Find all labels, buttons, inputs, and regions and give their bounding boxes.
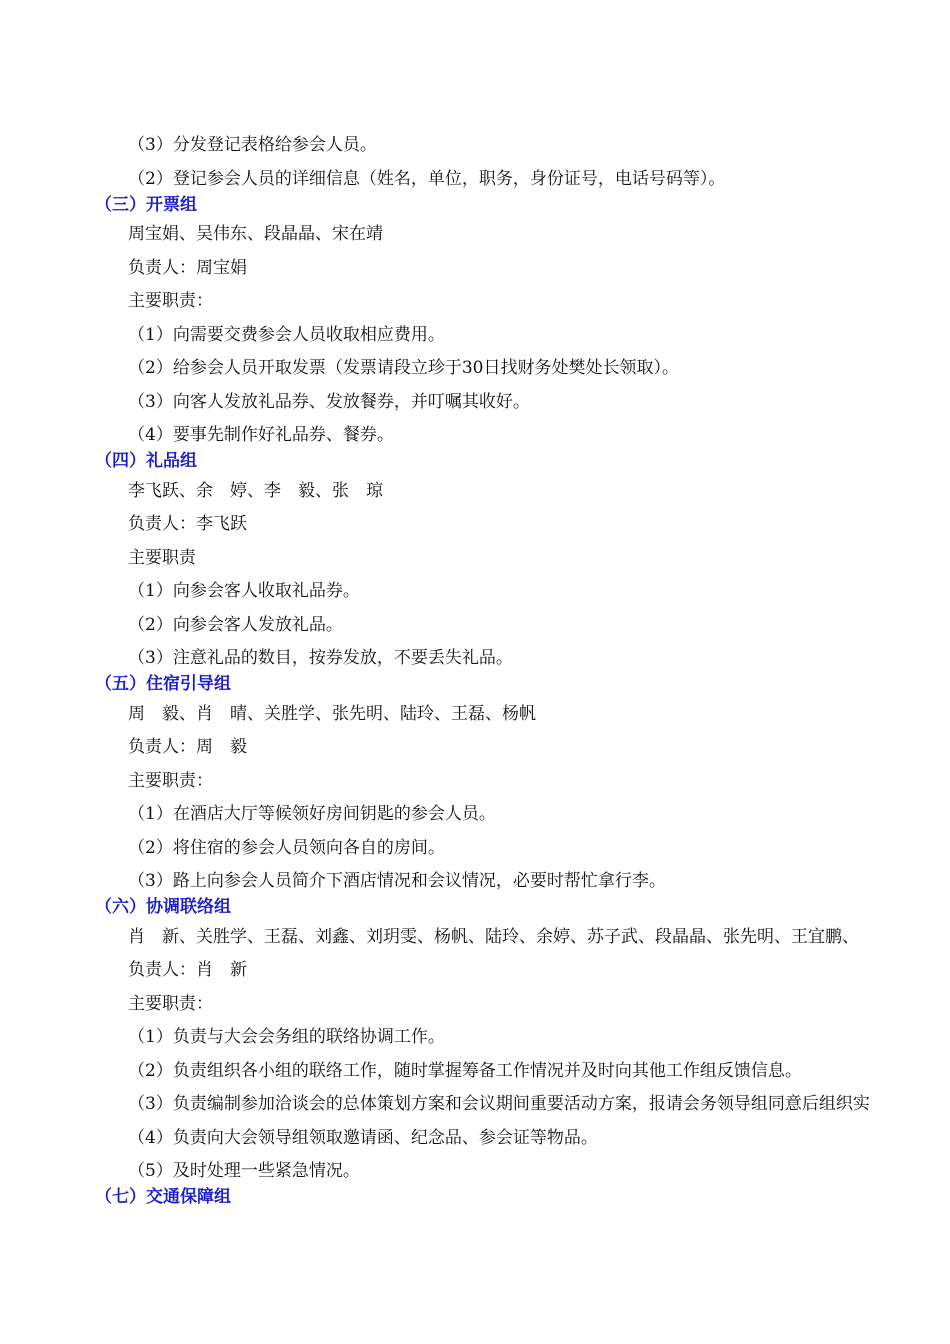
duty-item: （2）向参会客人发放礼品。 xyxy=(128,615,343,635)
section-heading-transport: （七）交通保障组 xyxy=(95,1187,231,1207)
duty-item: （5）及时处理一些紧急情况。 xyxy=(128,1161,360,1181)
duty-item: （4）要事先制作好礼品券、餐券。 xyxy=(128,425,394,445)
duty-item: （2）负责组织各小组的联络工作，随时掌握筹备工作情况并及时向其他工作组反馈信息。 xyxy=(128,1061,802,1081)
section-heading-lodging: （五）住宿引导组 xyxy=(95,674,231,694)
duty-item: （2）将住宿的参会人员领向各自的房间。 xyxy=(128,838,445,858)
leader-line: 负责人：周 毅 xyxy=(128,737,247,757)
duty-item: （1）在酒店大厅等候领好房间钥匙的参会人员。 xyxy=(128,804,496,824)
duty-item: （3）向客人发放礼品券、发放餐券，并叮嘱其收好。 xyxy=(128,392,530,412)
duties-label: 主要职责： xyxy=(128,994,213,1014)
leader-line: 负责人：李飞跃 xyxy=(128,514,247,534)
duty-item: （3）负责编制参加洽谈会的总体策划方案和会议期间重要活动方案，报请会务领导组同意后组织实 xyxy=(128,1094,870,1114)
duties-label: 主要职责： xyxy=(128,291,213,311)
section-heading-coordination: （六）协调联络组 xyxy=(95,897,231,917)
section-heading-ticketing: （三）开票组 xyxy=(95,195,197,215)
duties-label: 主要职责： xyxy=(128,771,213,791)
duty-item: （2）给参会人员开取发票（发票请段立珍于30日找财务处樊处长领取）。 xyxy=(128,358,679,378)
member-list: 周宝娟、吴伟东、段晶晶、宋在靖 xyxy=(128,224,383,244)
member-list: 周 毅、肖 晴、关胜学、张先明、陆玲、王磊、杨帆 xyxy=(128,704,536,724)
duty-item: （3）路上向参会人员简介下酒店情况和会议情况，必要时帮忙拿行李。 xyxy=(128,871,666,891)
duty-item: （1）向参会客人收取礼品券。 xyxy=(128,581,360,601)
member-list: 肖 新、关胜学、王磊、刘鑫、刘玥雯、杨帆、陆玲、余婷、苏子武、段晶晶、张先明、王宜鹏、 xyxy=(128,927,859,947)
section-heading-gifts: （四）礼品组 xyxy=(95,451,197,471)
duty-item: （3）注意礼品的数目，按券发放，不要丢失礼品。 xyxy=(128,648,513,668)
duty-item: （1）负责与大会会务组的联络协调工作。 xyxy=(128,1027,445,1047)
duty-item: （2）登记参会人员的详细信息（姓名，单位，职务，身份证号，电话号码等）。 xyxy=(128,169,726,189)
leader-line: 负责人：周宝娟 xyxy=(128,258,247,278)
duty-item: （4）负责向大会领导组领取邀请函、纪念品、参会证等物品。 xyxy=(128,1128,598,1148)
duties-label: 主要职责 xyxy=(128,548,196,568)
duty-item: （3）分发登记表格给参会人员。 xyxy=(128,135,377,155)
duty-item: （1）向需要交费参会人员收取相应费用。 xyxy=(128,325,445,345)
member-list: 李飞跃、余 婷、李 毅、张 琼 xyxy=(128,481,383,501)
leader-line: 负责人：肖 新 xyxy=(128,960,247,980)
